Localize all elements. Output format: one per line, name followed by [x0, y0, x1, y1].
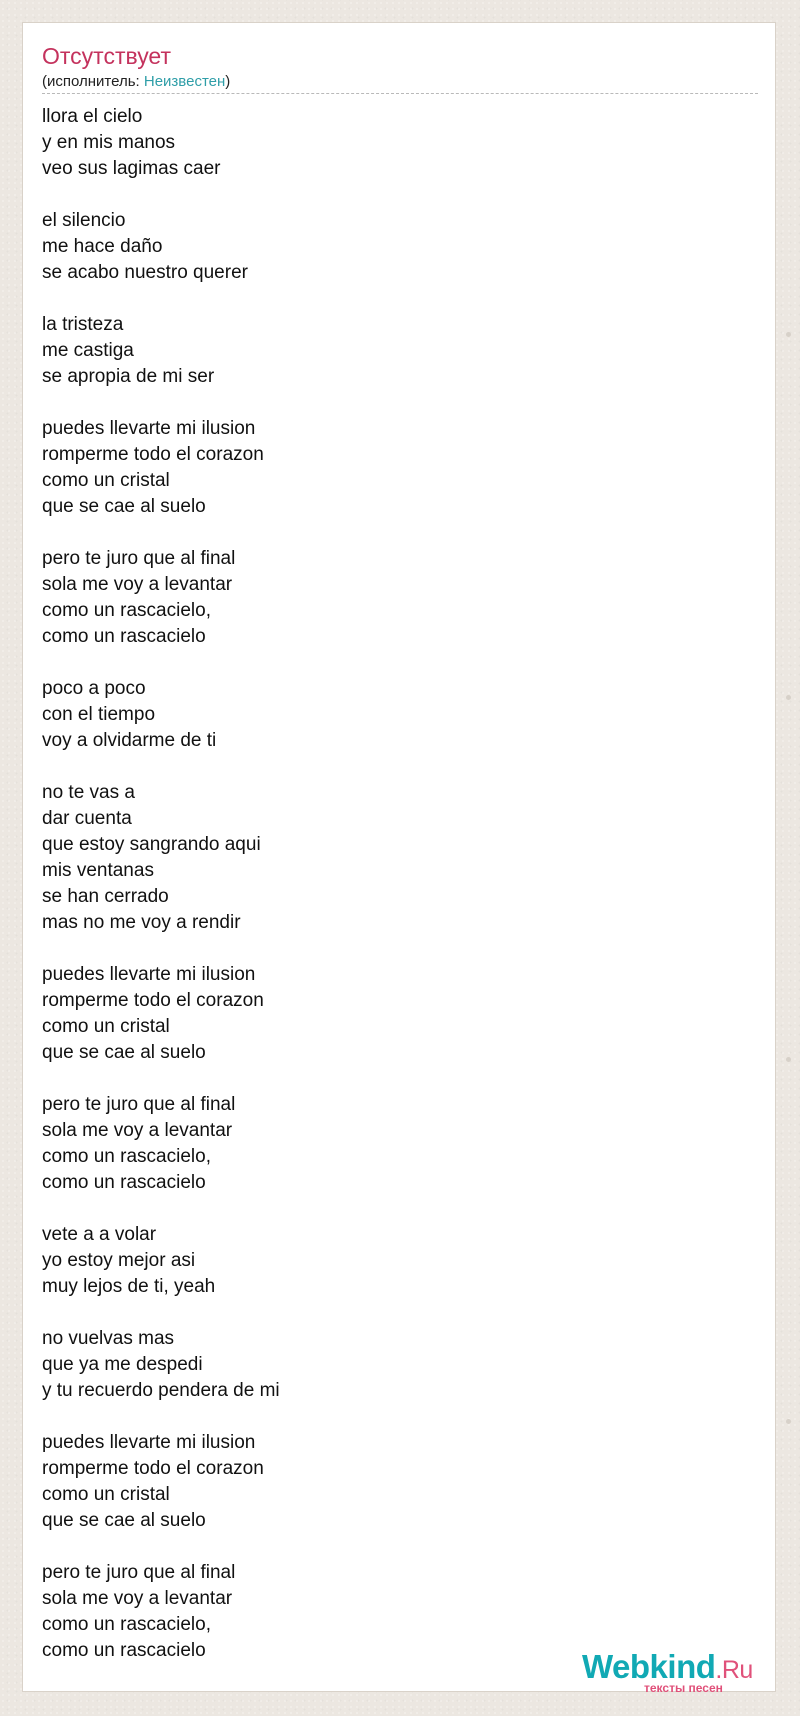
- artist-suffix: ): [225, 73, 231, 90]
- artist-line: [42, 73, 230, 91]
- decorative-dot: [784, 331, 796, 339]
- logo-domain-text: .Ru: [715, 1656, 753, 1684]
- logo-main-text: Webkind: [582, 1648, 716, 1685]
- lyrics-card: [22, 22, 776, 1692]
- decorative-dot: [784, 1418, 796, 1426]
- title-divider: [42, 93, 758, 94]
- song-title: Отсутствует: [42, 43, 171, 69]
- decorative-dot: [784, 1056, 796, 1064]
- decorative-dot: [784, 694, 796, 702]
- artist-prefix: (исполнитель:: [42, 73, 144, 90]
- artist-link[interactable]: Неизвестен: [143, 73, 226, 90]
- lyrics-text: llora el cielo y en mis manos veo sus lagimas caer el silencio me hace daño se acabo nuestro querer la tristeza me castiga se apropia de mi ser puedes llevarte mi ilusion romperme todo el corazon como un cristal que se cae al suelo pero te juro que al final sola me voy a levantar como un rascacielo, como un rascacielo poco a poco con el tiempo voy a olvidarme de ti no te vas a dar cuenta que estoy sangrando aqui mis ventanas se han cerrado mas no me voy a rendir puedes llevarte mi ilusion romperme todo el corazon como un cristal que se cae al suelo pero te juro que al final sola me voy a levantar como un rascacielo, como un rascacielo vete a a volar yo estoy mejor asi muy lejos de ti, yeah no vuelvas mas que ya me despedi y tu recuerdo pendera de mi puedes llevarte mi ilusion romperme todo el corazon como un cristal que se cae al suelo pero te juro que al final sola me voy a levantar como un rascacielo, como un rascacielo: [42, 106, 280, 1661]
- logo-tagline: тексты песен: [644, 1681, 723, 1695]
- webkind-logo[interactable]: [582, 1649, 782, 1703]
